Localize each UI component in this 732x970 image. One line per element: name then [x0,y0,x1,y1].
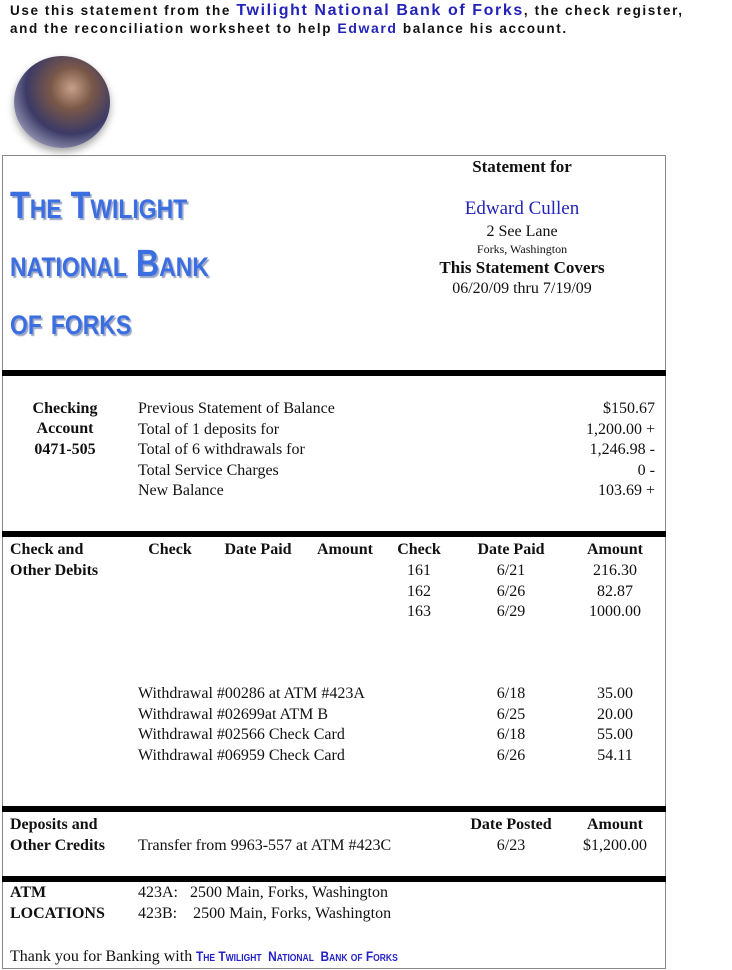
col-header-date-posted: Date Posted [470,816,552,833]
account-number: 0471-505 [34,441,96,458]
intro-text: , the check register, [523,3,684,18]
address-line-2: Forks, Washington [476,242,568,256]
summary-label: Total of 6 withdrawals for [138,441,305,458]
atm-location: 423B: 2500 Main, Forks, Washington [138,905,392,922]
divider [2,370,666,376]
col-header-amount: Amount [316,541,374,558]
summary-value: 1,200.00 + [585,420,655,438]
intro-text: Use this statement from the [10,3,237,18]
account-label: Checking [32,400,98,417]
summary-value: 1,246.98 - [589,441,655,458]
divider [2,876,666,882]
summary-value: 0 - [637,461,655,479]
col-header-amount: Amount [586,816,644,833]
summary-value: $150.67 [603,400,655,417]
intro-line-2 [10,20,568,36]
check-date: 6/21 [496,562,526,579]
withdrawal-description: Withdrawal #00286 at ATM #423A [138,685,365,702]
summary-label: Total of 1 deposits for [138,420,280,438]
check-date: 6/29 [496,603,526,620]
withdrawal-date: 6/25 [496,705,526,723]
footer-bank-logo: The Twilight National Bank of Forks [196,948,398,964]
summary-label: New Balance [138,482,224,499]
check-date: 6/26 [496,582,526,600]
check-number: 163 [407,603,431,620]
withdrawal-amount: 54.11 [597,746,633,764]
col-header-check: Check [148,541,192,558]
credit-amount: $1,200.00 [583,837,647,854]
withdrawal-amount: 20.00 [597,705,633,723]
summary-label: Previous Statement of Balance [138,400,335,417]
withdrawal-amount: 55.00 [597,726,633,743]
withdrawal-amount: 35.00 [597,685,633,702]
check-number: 161 [407,562,431,579]
bank-logo-line: of forks [10,301,132,343]
intro-text: and the reconciliation worksheet to help [10,21,338,36]
thanks-text: Thank you for Banking with [10,948,197,965]
summary-label: Total Service Charges [138,461,279,479]
couple-photo [14,56,110,148]
check-amount: 82.87 [597,582,633,600]
divider [2,806,666,812]
account-label: Account [36,420,94,437]
withdrawal-date: 6/26 [496,746,526,764]
bank-logo-line: national Bank [10,243,209,285]
footer-thanks [10,946,434,967]
debits-label: Check and [10,541,84,558]
credits-label: Deposits and [10,816,98,833]
col-header-amount: Amount [586,541,644,558]
statement-period: 06/20/09 thru 7/19/09 [452,280,592,297]
credit-description: Transfer from 9963-557 at ATM #423C [138,837,392,854]
withdrawal-description: Withdrawal #02699at ATM B [138,705,328,723]
address-line-1: 2 See Lane [486,223,558,240]
bank-logo-line: The Twilight [10,185,188,227]
statement-for-label: Statement for [472,157,572,176]
withdrawal-date: 6/18 [496,726,526,743]
withdrawal-date: 6/18 [496,685,526,702]
summary-value: 103.69 + [597,482,655,499]
col-header-check: Check [397,541,441,558]
atm-location: 423A: 2500 Main, Forks, Washington [138,884,388,901]
withdrawal-description: Withdrawal #02566 Check Card [138,726,345,743]
name-highlight: Edward [337,20,398,36]
withdrawal-description: Withdrawal #06959 Check Card [138,746,345,764]
col-header-date: Date Paid [477,541,545,558]
check-amount: 1000.00 [589,603,641,620]
bank-name-highlight: Twilight National Bank of Forks [236,2,524,19]
credit-date: 6/23 [496,837,526,854]
debits-label: Other Debits [10,562,99,579]
covers-label: This Statement Covers [439,258,605,277]
intro-line-1 [10,2,684,20]
col-header-date: Date Paid [224,541,292,558]
atm-label: LOCATIONS [10,905,105,922]
check-number: 162 [407,582,431,600]
customer-name: Edward Cullen [464,198,580,219]
intro-text: balance his account. [397,21,568,36]
atm-label: ATM [10,884,47,901]
credits-label: Other Credits [10,837,105,854]
divider [2,531,666,537]
check-amount: 216.30 [593,562,637,579]
